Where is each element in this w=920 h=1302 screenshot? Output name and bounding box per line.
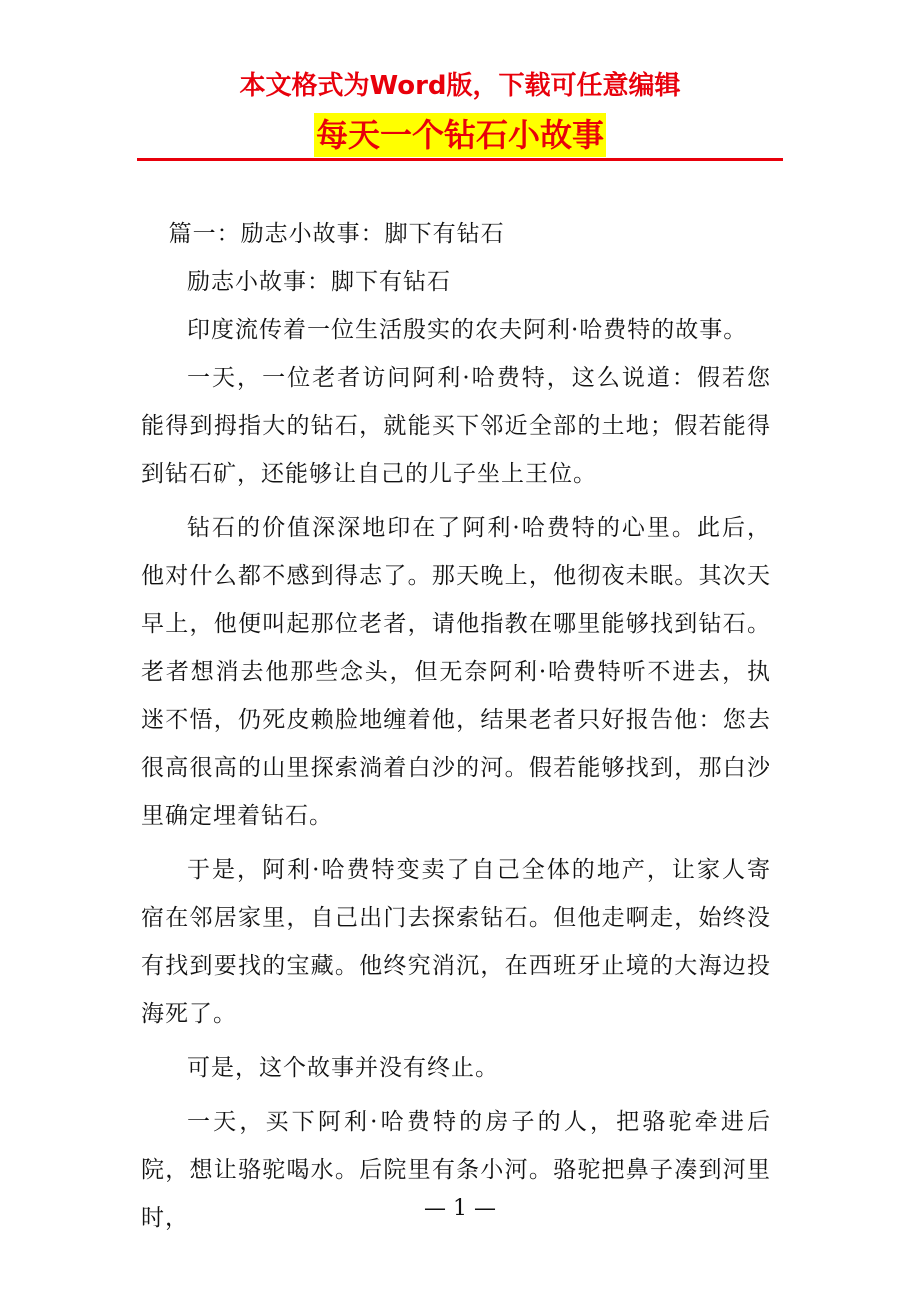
format-notice-banner: 本文格式为Word版，下载可任意编辑 bbox=[239, 71, 681, 101]
paragraph: 一天，买下阿利·哈费特的房子的人，把骆驼牵进后院，想让骆驼喝水。后院里有条小河。骆驼把鼻子凑到河里时， bbox=[141, 1109, 771, 1231]
section-heading: 篇一：励志小故事：脚下有钻石 bbox=[168, 221, 505, 247]
title-divider bbox=[137, 158, 783, 161]
paragraph: 一天，一位老者访问阿利·哈费特，这么说道：假若您能得到拇指大的钻石，就能买下邻近全部的土地；假若能得到钻石矿，还能够让自己的儿子坐上王位。 bbox=[141, 365, 771, 487]
title-wrapper bbox=[0, 113, 920, 157]
document-title: 每天一个钻石小故事 bbox=[314, 113, 606, 157]
paragraph: 可是，这个故事并没有终止。 bbox=[187, 1055, 499, 1081]
document-body bbox=[141, 210, 771, 1242]
paragraph: 钻石的价值深深地印在了阿利·哈费特的心里。此后，他对什么都不感到得志了。那天晚上，他彻夜未眠。其次天早上，他便叫起那位老者，请他指教在哪里能够找到钻石。老者想消去他那些念头，但无奈阿利·哈费特听不进去，执迷不悟，仍死皮赖脸地缠着他，结果老者只好报告他：您去很高很高的山里探索淌着白沙的河。假若能够找到，那白沙里确定埋着钻石。 bbox=[141, 515, 771, 829]
story-title: 励志小故事：脚下有钻石 bbox=[187, 269, 451, 295]
page-number: — 1 — bbox=[424, 1196, 496, 1221]
paragraph: 于是，阿利·哈费特变卖了自己全体的地产，让家人寄宿在邻居家里，自己出门去探索钻石。但他走啊走，始终没有找到要找的宝藏。他终究消沉，在西班牙止境的大海边投海死了。 bbox=[141, 857, 771, 1027]
paragraph: 印度流传着一位生活殷实的农夫阿利·哈费特的故事。 bbox=[187, 317, 748, 343]
